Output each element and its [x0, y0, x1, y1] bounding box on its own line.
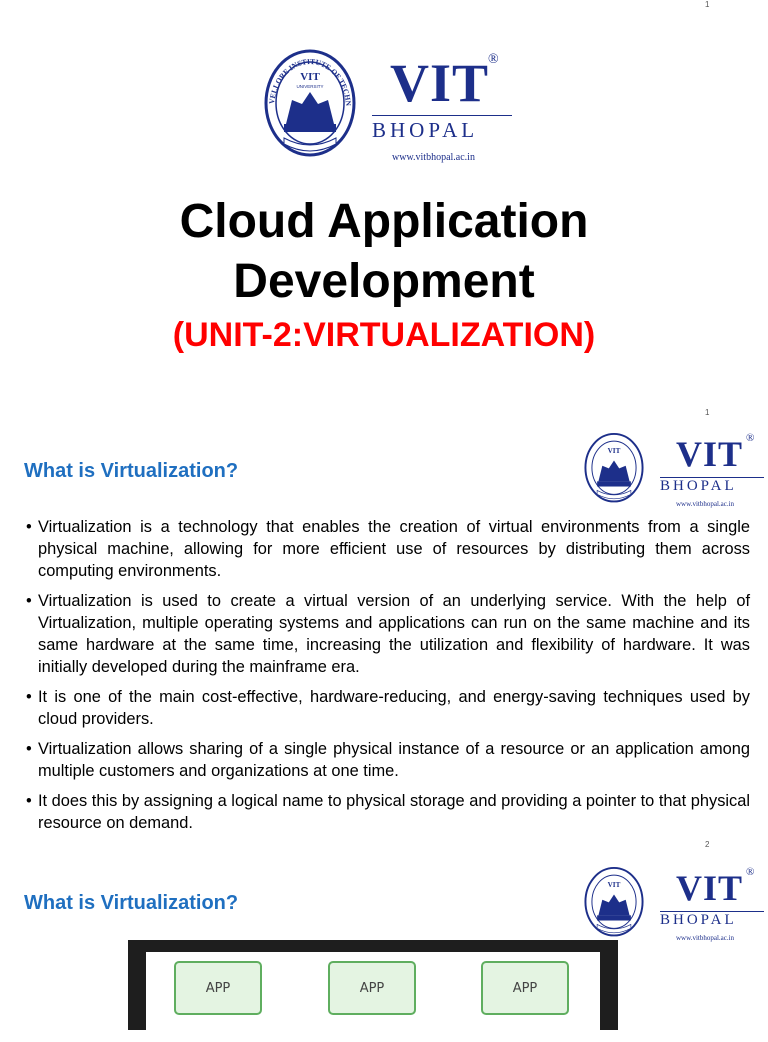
vit-bhopal-logo-small: [580, 866, 768, 944]
title-slide: [0, 0, 768, 410]
bullet-icon: •: [26, 688, 32, 706]
bullet-icon: •: [26, 740, 32, 758]
svg-text:VIT: VIT: [607, 880, 621, 889]
list-item: [26, 516, 750, 582]
website-url: www.vitbhopal.ac.in: [392, 152, 475, 163]
bhopal-wordmark: BHOPAL: [660, 478, 737, 494]
slide-number-2: 2: [705, 840, 710, 849]
unit-subtitle: (UNIT-2:VIRTUALIZATION): [172, 316, 596, 354]
svg-text:VELLORE INSTITUTE OF TECHNOLOG: VELLORE INSTITUTE OF TECHN: [267, 56, 354, 107]
diagram-canvas: [146, 952, 600, 1042]
section-heading: What is Virtualization?: [24, 892, 239, 914]
logo-divider: [372, 115, 512, 116]
bullet-text: Virtualization allows sharing of a single physical instance of a resource or an application among multiple customers and organizations at one time.: [38, 740, 750, 780]
list-item: [26, 738, 750, 782]
bhopal-wordmark: BHOPAL: [372, 118, 479, 142]
section-heading: What is Virtualization?: [24, 460, 239, 482]
list-item: [26, 590, 750, 678]
list-item: [26, 790, 750, 834]
bullet-icon: •: [26, 518, 32, 536]
slide-number-1: 1: [705, 408, 710, 417]
website-url: www.vitbhopal.ac.in: [676, 934, 735, 942]
vit-seal-icon: [580, 866, 648, 940]
bullet-text: Virtualization is a technology that enables the creation of virtual environments from a single physical machine, allowing for more efficient use of resources by distributing them across computing environments.: [38, 518, 750, 580]
registered-mark: ®: [488, 52, 499, 67]
title-line-1: Cloud Application: [179, 195, 589, 248]
title-line-2: Development: [233, 255, 535, 308]
bullet-list: [26, 516, 750, 842]
list-item: [26, 686, 750, 730]
bullet-text: It is one of the main cost-effective, hardware-reducing, and energy-saving techniques used by cloud providers.: [38, 688, 750, 728]
content-slide: [0, 410, 768, 840]
svg-text:VIT: VIT: [300, 71, 320, 83]
vit-bhopal-logo-small: [580, 432, 768, 510]
vit-bhopal-logo: [262, 48, 522, 173]
bullet-text: Virtualization is used to create a virtual version of an underlying service. With the help of Virtualization, multiple operating systems and applications can run on the same machine and its same hardware at the same time, increasing the utilization and flexibility of hardware. It was initially developed during the mainframe era.: [38, 592, 750, 676]
vit-wordmark: VIT: [676, 434, 744, 474]
vit-seal-icon: [580, 432, 648, 506]
vit-wordmark: VIT: [676, 868, 744, 908]
bullet-icon: •: [26, 592, 32, 610]
app-box-3: APP: [481, 961, 569, 1015]
virtualization-diagram: [128, 940, 618, 1030]
registered-mark: ®: [746, 432, 755, 444]
svg-text:VIT: VIT: [607, 446, 621, 455]
vit-wordmark: VIT: [390, 53, 490, 113]
diagram-slide: [0, 840, 768, 1024]
svg-text:UNIVERSITY: UNIVERSITY: [296, 84, 324, 89]
bhopal-wordmark: BHOPAL: [660, 912, 737, 928]
bullet-icon: •: [26, 792, 32, 810]
app-box-2: APP: [328, 961, 416, 1015]
registered-mark: ®: [746, 866, 755, 878]
vit-seal-icon: [262, 48, 358, 162]
bullet-text: It does this by assigning a logical name to physical storage and providing a pointer to that physical resource on demand.: [38, 792, 750, 832]
app-box-1: APP: [174, 961, 262, 1015]
slide-number: 1: [705, 0, 710, 9]
website-url: www.vitbhopal.ac.in: [676, 500, 735, 508]
